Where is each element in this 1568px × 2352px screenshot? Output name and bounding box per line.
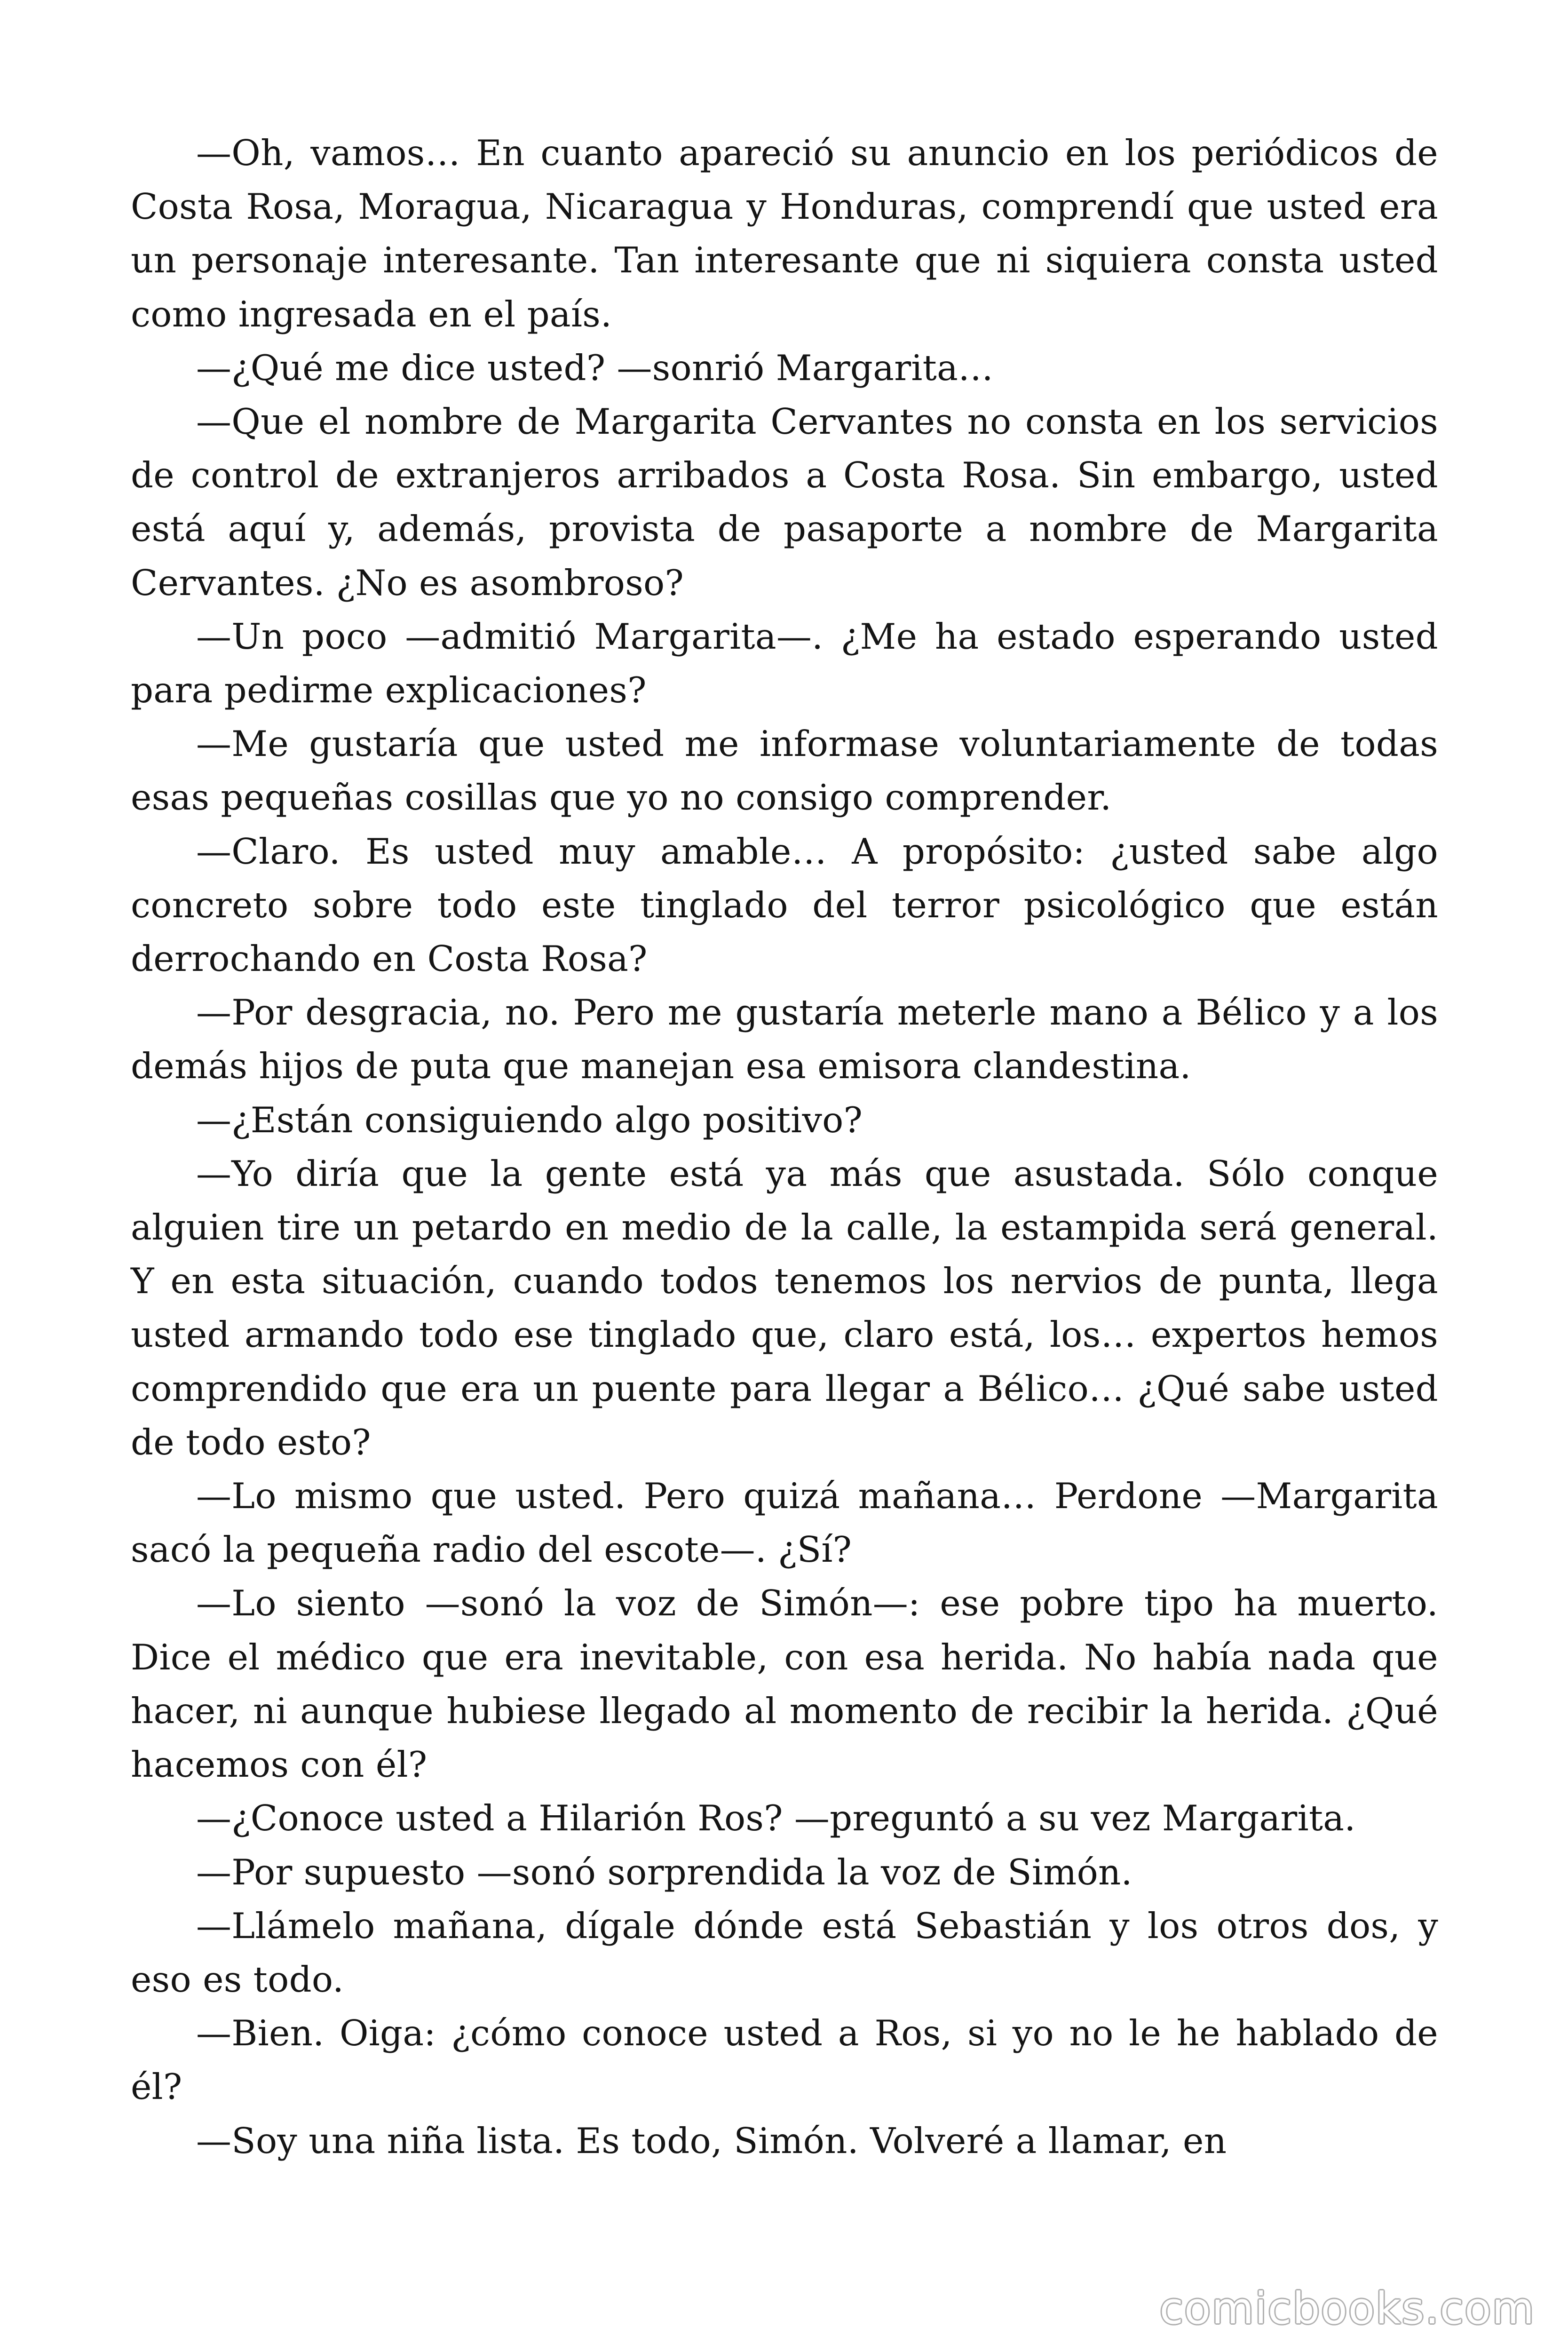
- paragraph: —Lo mismo que usted. Pero quizá mañana… Perdone —Margarita sacó la pequeña radio del escote—. ¿Sí?: [131, 1475, 1438, 1571]
- paragraph: —Claro. Es usted muy amable… A propósito: ¿usted sabe algo concreto sobre todo este tinglado del terror psicológico que están derrochando en Costa Rosa?: [131, 830, 1438, 980]
- page-text-body: [131, 126, 1438, 2168]
- paragraph: —Soy una niña lista. Es todo, Simón. Volveré a llamar, en: [196, 2120, 1227, 2161]
- paragraph: —Llámelo mañana, dígale dónde está Sebastián y los otros dos, y eso es todo.: [131, 1905, 1438, 2000]
- paragraph: —¿Conoce usted a Hilarión Ros? —preguntó a su vez Margarita.: [196, 1797, 1356, 1839]
- paragraph: —Bien. Oiga: ¿cómo conoce usted a Ros, si yo no le he hablado de él?: [131, 2012, 1438, 2108]
- paragraph: —Por supuesto —sonó sorprendida la voz de Simón.: [196, 1851, 1132, 1893]
- paragraph: —Oh, vamos… En cuanto apareció su anuncio en los periódicos de Costa Rosa, Moragua, Nicaragua y Honduras, comprendí que usted era un personaje interesante. Tan interesante que ni siquiera consta usted como ingresada en el país.: [131, 132, 1438, 335]
- paragraph: —Por desgracia, no. Pero me gustaría meterle mano a Bélico y a los demás hijos de puta que manejan esa emisora clandestina.: [131, 992, 1438, 1087]
- paragraph: —Un poco —admitió Margarita—. ¿Me ha estado esperando usted para pedirme explicaciones?: [131, 615, 1438, 711]
- paragraph: —Me gustaría que usted me informase voluntariamente de todas esas pequeñas cosillas que yo no consigo comprender.: [131, 723, 1438, 818]
- paragraph: —Lo siento —sonó la voz de Simón—: ese pobre tipo ha muerto. Dice el médico que era inevitable, con esa herida. No había nada que hacer, ni aunque hubiese llegado al momento de recibir la herida. ¿Qué hacemos con él?: [131, 1582, 1438, 1786]
- paragraph: —¿Están consiguiendo algo positivo?: [196, 1099, 863, 1141]
- paragraph: —Que el nombre de Margarita Cervantes no consta en los servicios de control de extranjeros arribados a Costa Rosa. Sin embargo, usted está aquí y, además, provista de pasaporte a nombre de Margarita Cervantes. ¿No es asombroso?: [131, 401, 1438, 604]
- paragraph: —Yo diría que la gente está ya más que asustada. Sólo conque alguien tire un petardo en medio de la calle, la estampida será general. Y en esta situación, cuando todos tenemos los nervios de punta, llega usted armando todo ese tinglado que, claro está, los… expertos hemos comprendido que era un puente para llegar a Bélico… ¿Qué sabe usted de todo esto?: [131, 1152, 1438, 1463]
- paragraph: —¿Qué me dice usted? —sonrió Margarita…: [196, 347, 994, 389]
- watermark: comicbooks.com: [1159, 2283, 1535, 2334]
